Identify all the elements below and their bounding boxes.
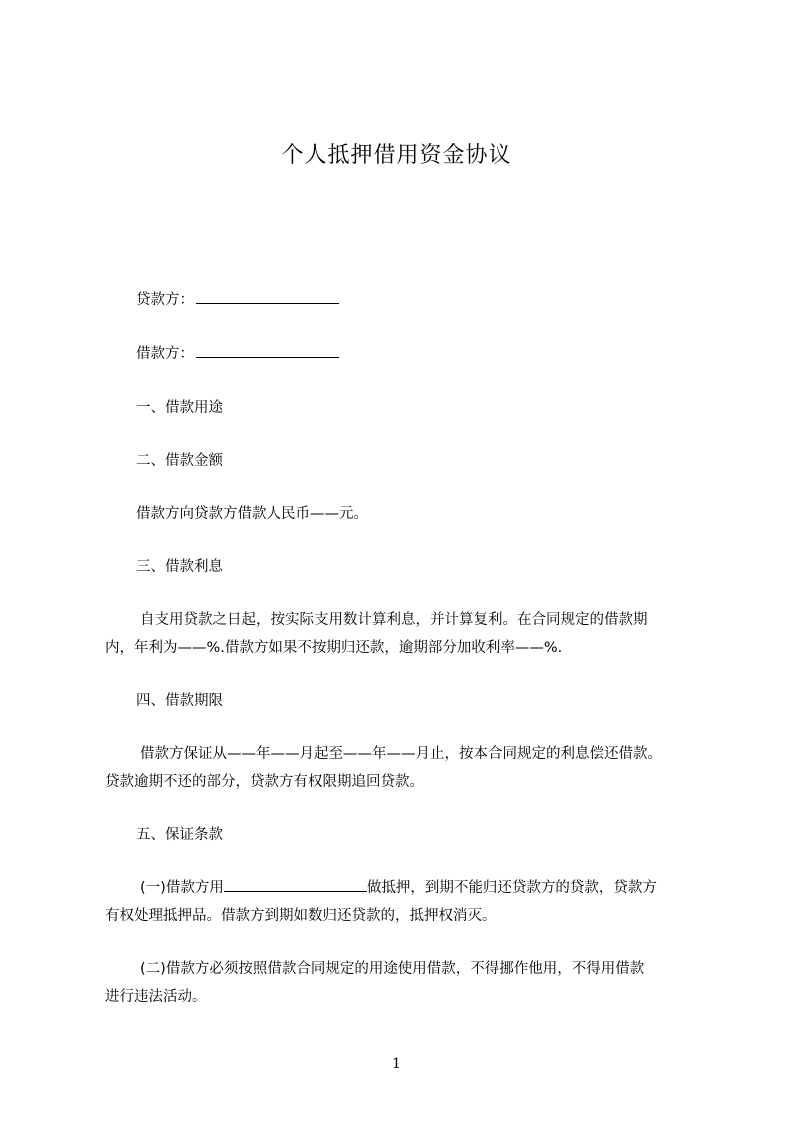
section-1-heading: 一、借款用途 xyxy=(136,400,223,416)
lender-blank xyxy=(196,287,339,304)
document-title: 个人抵押借用资金协议 xyxy=(281,143,512,168)
section-4-heading: 四、借款期限 xyxy=(136,693,223,709)
item-1-prefix: (一)借款方用 xyxy=(140,880,224,896)
borrower-label: 借款方： xyxy=(136,346,194,362)
borrower-blank xyxy=(196,341,339,358)
section-3-heading: 三、借款利息 xyxy=(136,559,223,575)
lender-label: 贷款方： xyxy=(136,292,194,308)
section-3-line-2: 内，年利为——%.借款方如果不按期归还款，逾期部分加收利率——%. xyxy=(105,640,563,656)
section-2-text: 借款方向贷款方借款人民币——元。 xyxy=(136,506,368,522)
borrower-line xyxy=(105,340,736,368)
section-5-item-2-line-2: 进行违法活动。 xyxy=(105,989,207,1005)
page-number: 1 xyxy=(392,1056,401,1072)
section-3-line-1: 自支用贷款之日起，按实际支用数计算利息，并计算复利。在合同规定的借款期 xyxy=(140,612,648,628)
section-4-line-1: 借款方保证从——年——月起至——年——月止，按本合同规定的利息偿还借款。 xyxy=(140,746,662,762)
section-2-heading: 二、借款金额 xyxy=(136,453,223,469)
lender-line xyxy=(105,286,736,314)
section-5-heading: 五、保证条款 xyxy=(136,827,223,843)
section-5-item-1-line-2: 有权处理抵押品。借款方到期如数归还贷款的，抵押权消灭。 xyxy=(105,908,497,924)
section-5-item-1-line-1 xyxy=(105,874,740,902)
section-4-line-2: 贷款逾期不还的部分，贷款方有权限期追回贷款。 xyxy=(105,774,424,790)
collateral-blank xyxy=(224,875,367,892)
item-1-suffix: 做抵押，到期不能归还贷款方的贷款，贷款方 xyxy=(366,880,657,896)
section-5-item-2-line-1: (二)借款方必须按照借款合同规定的用途使用借款，不得挪作他用，不得用借款 xyxy=(140,961,645,977)
